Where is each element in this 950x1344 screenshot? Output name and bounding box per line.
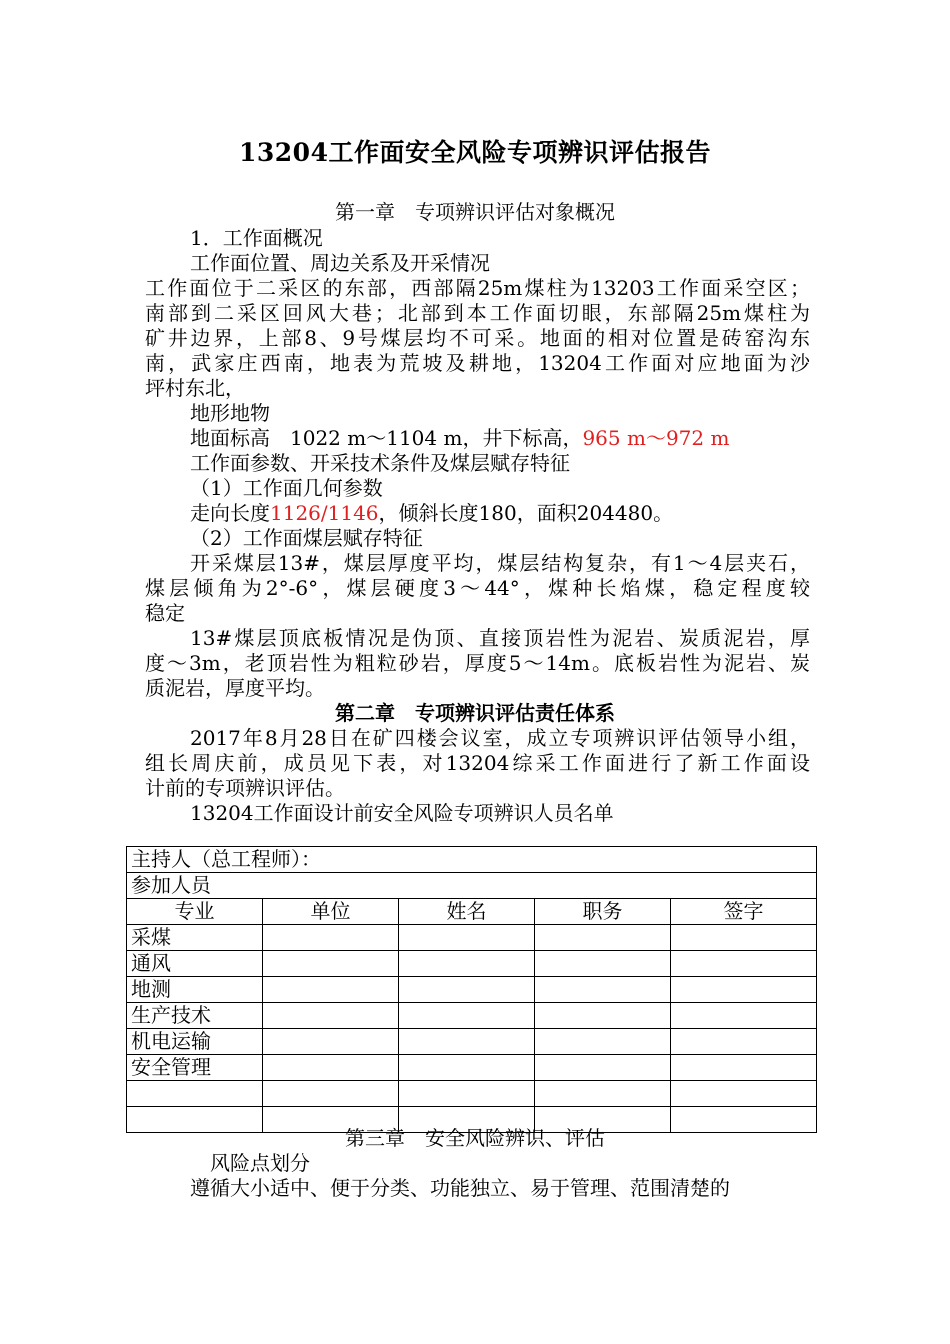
seam-line: 煤层倾角为2°-6°，煤层硬度3～44°，煤种长焰煤，稳定程度较: [145, 576, 810, 600]
location-line: 矿井边界，上部8、9号煤层均不可采。地面的相对位置是砖窑沟东: [145, 326, 810, 350]
specialty-cell: 地测: [127, 977, 263, 1003]
specialty-cell: 生产技术: [127, 1003, 263, 1029]
table-row: [127, 847, 817, 873]
location-line: 南部到二采区回风大巷；北部到本工作面切眼，东部隔25m煤柱为: [145, 301, 810, 325]
name-cell: [399, 925, 535, 951]
chapter1-heading: 第一章 专项辨识评估对象概况: [335, 200, 615, 224]
position-cell: [535, 977, 671, 1003]
table-row: [127, 1081, 817, 1107]
participants-cell: 参加人员: [127, 873, 817, 899]
personnel-roster-table: [126, 846, 817, 1133]
roof-line: 质泥岩，厚度平均。: [145, 676, 325, 700]
specialty-cell: 机电运输: [127, 1029, 263, 1055]
table-row: [127, 1029, 817, 1055]
unit-cell: [263, 951, 399, 977]
report-title: 13204工作面安全风险专项辨识评估报告: [239, 138, 711, 167]
geometry-line: [190, 501, 673, 526]
location-line: 工作面位于二采区的东部，西部隔25m煤柱为13203工作面采空区；: [145, 276, 810, 300]
name-cell: [399, 1081, 535, 1107]
risk-points-line: 遵循大小适中、便于分类、功能独立、易于管理、范围清楚的: [190, 1176, 730, 1200]
name-cell: [399, 1003, 535, 1029]
table-row: [127, 1055, 817, 1081]
specialty-cell: 通风: [127, 951, 263, 977]
table-row: [127, 1003, 817, 1029]
seam-line: 开采煤层13#，煤层厚度平均，煤层结构复杂，有1～4层夹石，: [190, 551, 810, 575]
geometry-suffix: ，倾斜长度180，面积204480。: [378, 501, 674, 525]
specialty-cell: 安全管理: [127, 1055, 263, 1081]
responsibility-line: 组长周庆前，成员见下表，对13204综采工作面进行了新工作面设: [145, 751, 810, 775]
table-row: [127, 977, 817, 1003]
location-line: 南，武家庄西南，地表为荒坡及耕地，13204工作面对应地面为沙: [145, 351, 810, 375]
name-cell: [399, 1055, 535, 1081]
specialty-cell: [127, 1081, 263, 1107]
signature-cell: [671, 977, 817, 1003]
name-cell: [399, 977, 535, 1003]
chapter3-heading: 第三章 安全风险辨识、评估: [345, 1126, 605, 1150]
section-workface-overview: 1．工作面概况: [190, 226, 323, 250]
table-row: [127, 873, 817, 899]
unit-cell: [263, 1081, 399, 1107]
signature-cell: [671, 1003, 817, 1029]
table-caption: 13204工作面设计前安全风险专项辨识人员名单: [190, 801, 614, 825]
signature-cell: [671, 1081, 817, 1107]
specialty-cell: 采煤: [127, 925, 263, 951]
subsection-risk-points: 风险点划分: [210, 1151, 310, 1175]
table-header-row: [127, 899, 817, 925]
unit-cell: [263, 925, 399, 951]
table-row: [127, 951, 817, 977]
subsection-terrain: 地形地物: [190, 401, 270, 425]
header-specialty: 专业: [127, 899, 263, 925]
subsection-parameters: 工作面参数、开采技术条件及煤层赋存特征: [190, 451, 570, 475]
elevation-line: [190, 426, 729, 451]
header-signature: 签字: [671, 899, 817, 925]
signature-cell: [671, 1055, 817, 1081]
position-cell: [535, 1029, 671, 1055]
seam-heading: （2）工作面煤层赋存特征: [190, 526, 423, 550]
position-cell: [535, 1081, 671, 1107]
name-cell: [399, 951, 535, 977]
unit-cell: [263, 977, 399, 1003]
geometry-prefix: 走向长度: [190, 501, 270, 525]
unit-cell: [263, 1029, 399, 1055]
header-unit: 单位: [263, 899, 399, 925]
chapter2-heading: 第二章 专项辨识评估责任体系: [335, 701, 615, 725]
host-cell: 主持人（总工程师）：: [127, 847, 817, 873]
position-cell: [535, 951, 671, 977]
table-row: [127, 925, 817, 951]
signature-cell: [671, 951, 817, 977]
header-name: 姓名: [399, 899, 535, 925]
seam-line: 稳定: [145, 601, 185, 625]
responsibility-line: 2017年8月28日在矿四楼会议室，成立专项辨识评估领导小组，: [190, 726, 810, 750]
roof-line: 度～3m，老顶岩性为粗粒砂岩，厚度5～14m。底板岩性为泥岩、炭: [145, 651, 810, 675]
unit-cell: [263, 1003, 399, 1029]
underground-elevation-highlight: 965 m～972 m: [582, 426, 730, 450]
signature-cell: [671, 1029, 817, 1055]
strike-length-highlight: 1126/1146: [270, 501, 379, 525]
roof-line: 13#煤层顶底板情况是伪顶、直接顶岩性为泥岩、炭质泥岩，厚: [190, 626, 810, 650]
unit-cell: [263, 1055, 399, 1081]
position-cell: [535, 925, 671, 951]
elevation-text: 地面标高 1022 m～1104 m，井下标高，: [190, 426, 583, 450]
responsibility-line: 计前的专项辨识评估。: [145, 776, 345, 800]
position-cell: [535, 1055, 671, 1081]
location-line: 坪村东北，: [145, 376, 245, 400]
subsection-location: 工作面位置、周边关系及开采情况: [190, 251, 490, 275]
position-cell: [535, 1003, 671, 1029]
name-cell: [399, 1029, 535, 1055]
signature-cell: [671, 925, 817, 951]
geometry-heading: （1）工作面几何参数: [190, 476, 383, 500]
header-position: 职务: [535, 899, 671, 925]
